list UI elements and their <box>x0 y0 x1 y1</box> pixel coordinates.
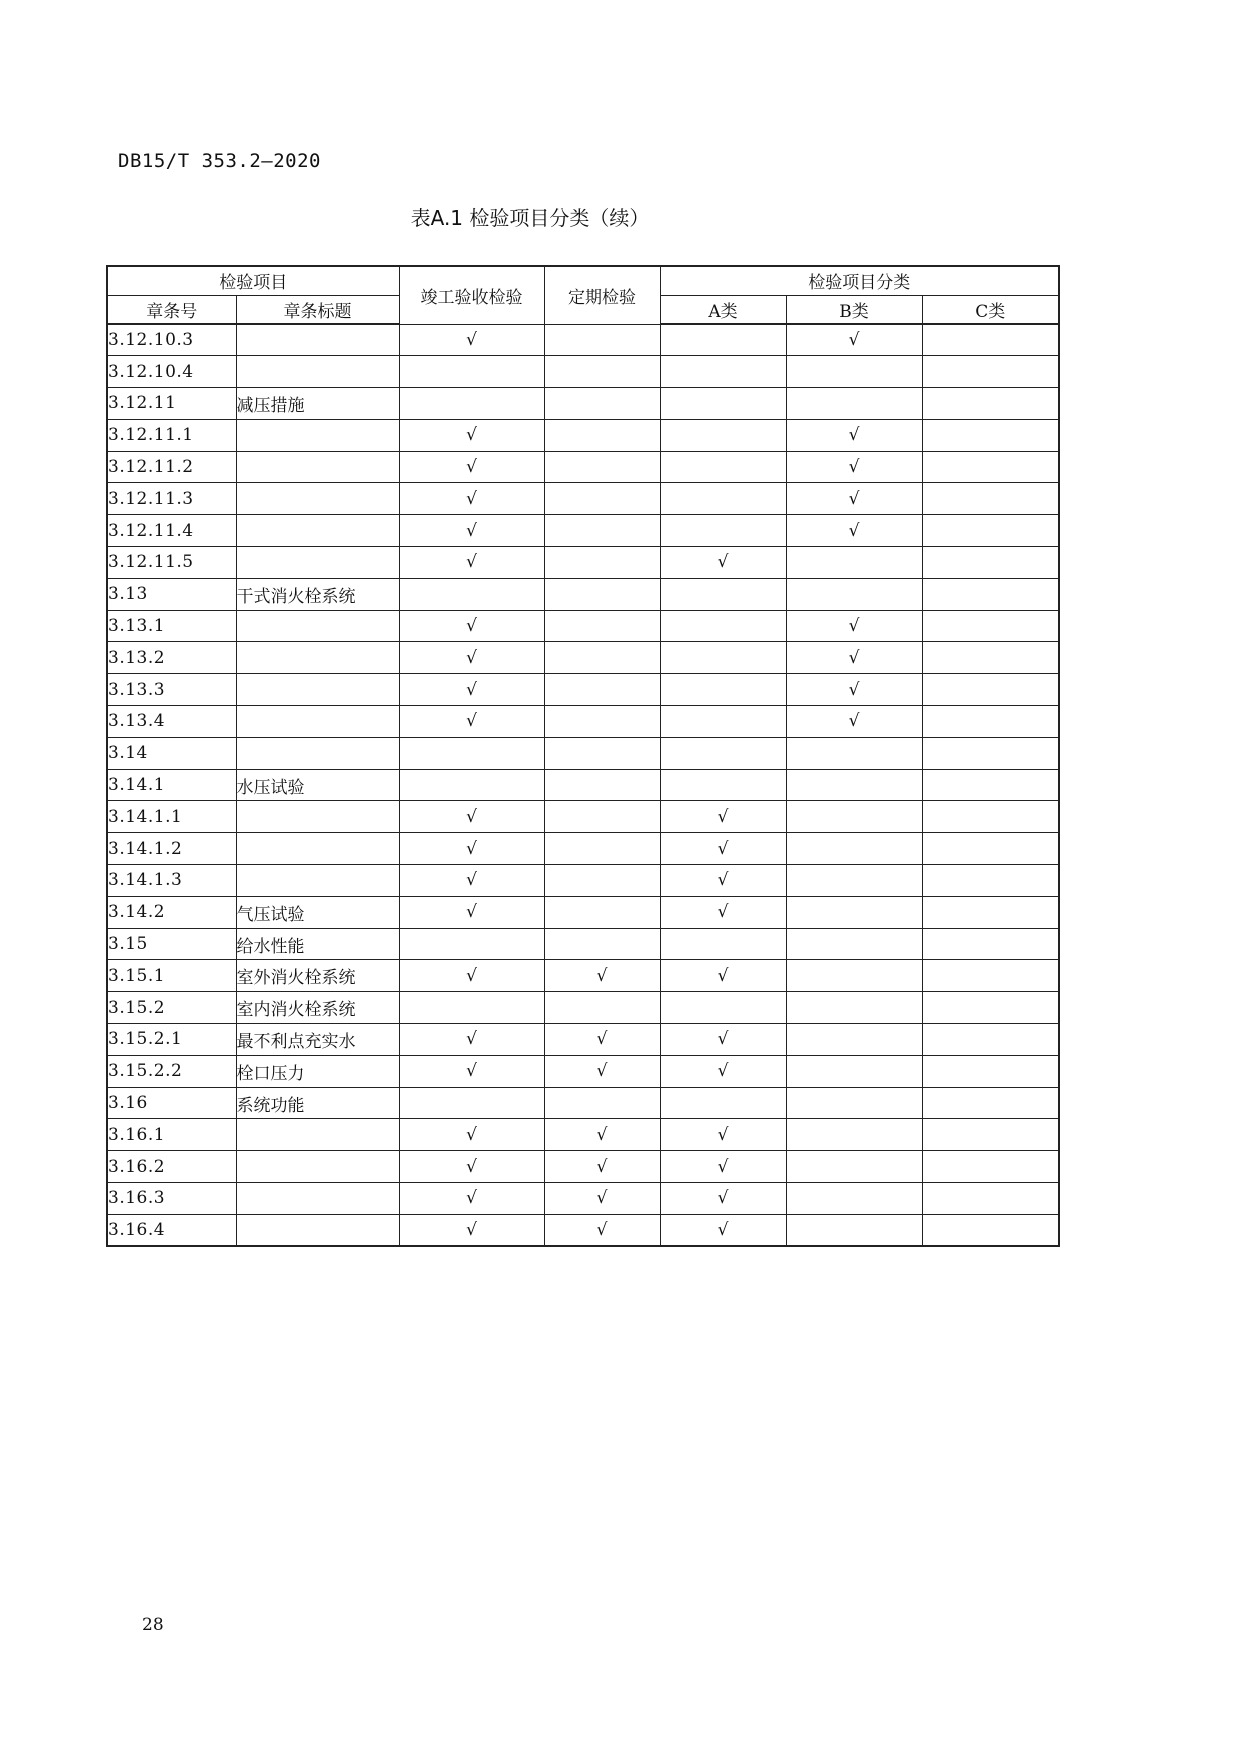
class-a-cell <box>660 324 786 356</box>
periodic-check-cell <box>544 642 660 674</box>
periodic-check-cell <box>544 578 660 610</box>
completion-check-cell: √ <box>399 610 544 642</box>
class-b-cell: √ <box>786 642 922 674</box>
clause-number-cell: 3.12.11 <box>107 388 236 420</box>
periodic-check-cell: √ <box>544 1183 660 1215</box>
completion-check-cell: √ <box>399 642 544 674</box>
periodic-check-cell <box>544 419 660 451</box>
clause-title-cell: 室外消火栓系统 <box>236 960 399 992</box>
class-b-cell <box>786 833 922 865</box>
class-a-cell: √ <box>660 1024 786 1056</box>
class-b-cell <box>786 1024 922 1056</box>
periodic-check-cell <box>544 674 660 706</box>
table-row <box>107 1055 1059 1087</box>
clause-title-cell <box>236 642 399 674</box>
completion-check-cell: √ <box>399 1024 544 1056</box>
header-class-b: B类 <box>786 295 922 324</box>
periodic-check-cell <box>544 801 660 833</box>
class-b-cell <box>786 1214 922 1246</box>
clause-number-cell: 3.14.1 <box>107 769 236 801</box>
completion-check-cell: √ <box>399 515 544 547</box>
class-a-cell: √ <box>660 1119 786 1151</box>
clause-number-cell: 3.14.1.1 <box>107 801 236 833</box>
header-clause-no: 章条号 <box>107 295 236 324</box>
class-a-cell: √ <box>660 896 786 928</box>
clause-title-cell: 最不利点充实水 <box>236 1024 399 1056</box>
clause-title-cell: 室内消火栓系统 <box>236 992 399 1024</box>
class-c-cell <box>922 896 1059 928</box>
table-row <box>107 769 1059 801</box>
clause-title-cell <box>236 324 399 356</box>
clause-number-cell: 3.12.11.5 <box>107 547 236 579</box>
header-class-c: C类 <box>922 295 1059 324</box>
table-row <box>107 356 1059 388</box>
clause-number-cell: 3.13.3 <box>107 674 236 706</box>
periodic-check-cell <box>544 896 660 928</box>
class-b-cell <box>786 1151 922 1183</box>
clause-title-cell <box>236 451 399 483</box>
class-c-cell <box>922 419 1059 451</box>
class-b-cell <box>786 1087 922 1119</box>
clause-number-cell: 3.13.2 <box>107 642 236 674</box>
table-row <box>107 737 1059 769</box>
clause-number-cell: 3.13.4 <box>107 706 236 738</box>
class-a-cell: √ <box>660 801 786 833</box>
class-c-cell <box>922 1087 1059 1119</box>
class-c-cell <box>922 578 1059 610</box>
class-a-cell: √ <box>660 1183 786 1215</box>
class-c-cell <box>922 610 1059 642</box>
clause-title-cell <box>236 419 399 451</box>
completion-check-cell <box>399 992 544 1024</box>
class-c-cell <box>922 356 1059 388</box>
table-row <box>107 706 1059 738</box>
class-c-cell <box>922 1183 1059 1215</box>
class-a-cell: √ <box>660 547 786 579</box>
clause-title-cell: 栓口压力 <box>236 1055 399 1087</box>
class-a-cell <box>660 419 786 451</box>
class-b-cell: √ <box>786 610 922 642</box>
completion-check-cell: √ <box>399 960 544 992</box>
class-b-cell <box>786 896 922 928</box>
class-b-cell: √ <box>786 483 922 515</box>
periodic-check-cell <box>544 547 660 579</box>
header-row-1 <box>107 266 1059 295</box>
class-b-cell <box>786 1055 922 1087</box>
table-row <box>107 642 1059 674</box>
table-row <box>107 833 1059 865</box>
clause-number-cell: 3.16.2 <box>107 1151 236 1183</box>
table-row <box>107 419 1059 451</box>
clause-title-cell <box>236 737 399 769</box>
completion-check-cell <box>399 578 544 610</box>
completion-check-cell: √ <box>399 865 544 897</box>
class-c-cell <box>922 674 1059 706</box>
completion-check-cell <box>399 737 544 769</box>
completion-check-cell: √ <box>399 1214 544 1246</box>
periodic-check-cell <box>544 515 660 547</box>
class-c-cell <box>922 451 1059 483</box>
periodic-check-cell <box>544 356 660 388</box>
class-a-cell <box>660 992 786 1024</box>
table-body <box>107 324 1059 1246</box>
class-a-cell: √ <box>660 960 786 992</box>
table-row <box>107 801 1059 833</box>
table-row <box>107 483 1059 515</box>
clause-number-cell: 3.15.2 <box>107 992 236 1024</box>
class-c-cell <box>922 1055 1059 1087</box>
clause-title-cell: 减压措施 <box>236 388 399 420</box>
header-classification: 检验项目分类 <box>660 266 1059 295</box>
periodic-check-cell <box>544 992 660 1024</box>
completion-check-cell: √ <box>399 1119 544 1151</box>
class-c-cell <box>922 801 1059 833</box>
completion-check-cell: √ <box>399 451 544 483</box>
clause-number-cell: 3.12.10.3 <box>107 324 236 356</box>
clause-title-cell <box>236 1151 399 1183</box>
document-code: DB15/T 353.2—2020 <box>118 150 321 172</box>
class-b-cell <box>786 388 922 420</box>
table-row <box>107 515 1059 547</box>
clause-number-cell: 3.14.1.3 <box>107 865 236 897</box>
table-row <box>107 896 1059 928</box>
completion-check-cell: √ <box>399 801 544 833</box>
completion-check-cell: √ <box>399 896 544 928</box>
clause-number-cell: 3.12.10.4 <box>107 356 236 388</box>
clause-number-cell: 3.14.2 <box>107 896 236 928</box>
header-class-a: A类 <box>660 295 786 324</box>
periodic-check-cell <box>544 865 660 897</box>
completion-check-cell <box>399 356 544 388</box>
class-a-cell: √ <box>660 1055 786 1087</box>
clause-number-cell: 3.14.1.2 <box>107 833 236 865</box>
class-b-cell <box>786 737 922 769</box>
clause-title-cell <box>236 833 399 865</box>
class-c-cell <box>922 547 1059 579</box>
clause-title-cell <box>236 801 399 833</box>
table-row <box>107 1024 1059 1056</box>
periodic-check-cell: √ <box>544 1151 660 1183</box>
class-b-cell <box>786 928 922 960</box>
clause-number-cell: 3.15.2.1 <box>107 1024 236 1056</box>
class-b-cell <box>786 992 922 1024</box>
header-clause-title: 章条标题 <box>236 295 399 324</box>
periodic-check-cell <box>544 928 660 960</box>
clause-number-cell: 3.16.4 <box>107 1214 236 1246</box>
table-row <box>107 610 1059 642</box>
periodic-check-cell <box>544 451 660 483</box>
header-inspection-item: 检验项目 <box>107 266 399 295</box>
periodic-check-cell <box>544 1087 660 1119</box>
class-b-cell <box>786 960 922 992</box>
table-row <box>107 388 1059 420</box>
class-b-cell <box>786 1119 922 1151</box>
periodic-check-cell: √ <box>544 1055 660 1087</box>
table-row <box>107 960 1059 992</box>
clause-title-cell: 系统功能 <box>236 1087 399 1119</box>
clause-title-cell <box>236 865 399 897</box>
completion-check-cell: √ <box>399 324 544 356</box>
completion-check-cell: √ <box>399 419 544 451</box>
class-c-cell <box>922 706 1059 738</box>
header-periodic-inspection: 定期检验 <box>544 266 660 324</box>
clause-title-cell <box>236 515 399 547</box>
class-b-cell <box>786 801 922 833</box>
class-b-cell: √ <box>786 515 922 547</box>
clause-title-cell <box>236 547 399 579</box>
clause-number-cell: 3.15 <box>107 928 236 960</box>
clause-title-cell <box>236 1214 399 1246</box>
periodic-check-cell <box>544 483 660 515</box>
completion-check-cell <box>399 388 544 420</box>
completion-check-cell <box>399 769 544 801</box>
clause-number-cell: 3.15.2.2 <box>107 1055 236 1087</box>
clause-title-cell <box>236 1119 399 1151</box>
completion-check-cell: √ <box>399 833 544 865</box>
completion-check-cell: √ <box>399 674 544 706</box>
class-a-cell <box>660 642 786 674</box>
class-a-cell: √ <box>660 1151 786 1183</box>
class-c-cell <box>922 388 1059 420</box>
table-row <box>107 928 1059 960</box>
class-c-cell <box>922 642 1059 674</box>
clause-title-cell <box>236 356 399 388</box>
class-a-cell <box>660 769 786 801</box>
class-c-cell <box>922 515 1059 547</box>
clause-title-cell: 干式消火栓系统 <box>236 578 399 610</box>
class-b-cell <box>786 865 922 897</box>
completion-check-cell: √ <box>399 1183 544 1215</box>
clause-number-cell: 3.12.11.4 <box>107 515 236 547</box>
class-c-cell <box>922 1151 1059 1183</box>
class-a-cell <box>660 674 786 706</box>
clause-number-cell: 3.12.11.3 <box>107 483 236 515</box>
clause-number-cell: 3.15.1 <box>107 960 236 992</box>
table-title: 表A.1 检验项目分类（续） <box>410 206 650 230</box>
clause-number-cell: 3.16.1 <box>107 1119 236 1151</box>
class-c-cell <box>922 865 1059 897</box>
class-a-cell <box>660 706 786 738</box>
table-row <box>107 1119 1059 1151</box>
class-c-cell <box>922 324 1059 356</box>
periodic-check-cell <box>544 610 660 642</box>
periodic-check-cell <box>544 388 660 420</box>
table-row <box>107 1214 1059 1246</box>
completion-check-cell: √ <box>399 1055 544 1087</box>
periodic-check-cell: √ <box>544 1024 660 1056</box>
class-a-cell <box>660 515 786 547</box>
periodic-check-cell <box>544 833 660 865</box>
class-c-cell <box>922 483 1059 515</box>
clause-number-cell: 3.14 <box>107 737 236 769</box>
clause-title-cell <box>236 483 399 515</box>
clause-number-cell: 3.16 <box>107 1087 236 1119</box>
class-a-cell <box>660 483 786 515</box>
clause-number-cell: 3.12.11.2 <box>107 451 236 483</box>
table-row <box>107 324 1059 356</box>
class-a-cell <box>660 388 786 420</box>
table-row <box>107 674 1059 706</box>
periodic-check-cell <box>544 769 660 801</box>
class-a-cell <box>660 737 786 769</box>
class-c-cell <box>922 1119 1059 1151</box>
completion-check-cell: √ <box>399 547 544 579</box>
clause-title-cell <box>236 706 399 738</box>
class-a-cell <box>660 451 786 483</box>
class-c-cell <box>922 992 1059 1024</box>
periodic-check-cell: √ <box>544 960 660 992</box>
clause-title-cell: 水压试验 <box>236 769 399 801</box>
clause-title-cell <box>236 610 399 642</box>
class-b-cell <box>786 769 922 801</box>
class-c-cell <box>922 1024 1059 1056</box>
header-completion-inspection: 竣工验收检验 <box>399 266 544 324</box>
class-c-cell <box>922 833 1059 865</box>
class-a-cell: √ <box>660 865 786 897</box>
clause-number-cell: 3.16.3 <box>107 1183 236 1215</box>
completion-check-cell: √ <box>399 483 544 515</box>
clause-title-cell <box>236 1183 399 1215</box>
class-c-cell <box>922 1214 1059 1246</box>
table-row <box>107 451 1059 483</box>
table-row <box>107 547 1059 579</box>
table-row <box>107 578 1059 610</box>
completion-check-cell: √ <box>399 706 544 738</box>
page-number: 28 <box>142 1615 164 1635</box>
periodic-check-cell: √ <box>544 1214 660 1246</box>
class-c-cell <box>922 737 1059 769</box>
completion-check-cell: √ <box>399 1151 544 1183</box>
table-row <box>107 1087 1059 1119</box>
table-row <box>107 1183 1059 1215</box>
clause-title-cell: 给水性能 <box>236 928 399 960</box>
clause-number-cell: 3.13.1 <box>107 610 236 642</box>
class-a-cell: √ <box>660 1214 786 1246</box>
class-c-cell <box>922 960 1059 992</box>
clause-number-cell: 3.13 <box>107 578 236 610</box>
class-b-cell <box>786 578 922 610</box>
class-c-cell <box>922 928 1059 960</box>
periodic-check-cell: √ <box>544 1119 660 1151</box>
class-b-cell <box>786 1183 922 1215</box>
class-b-cell: √ <box>786 451 922 483</box>
clause-title-cell: 气压试验 <box>236 896 399 928</box>
periodic-check-cell <box>544 324 660 356</box>
class-b-cell: √ <box>786 706 922 738</box>
class-a-cell: √ <box>660 833 786 865</box>
table-row <box>107 1151 1059 1183</box>
class-a-cell <box>660 610 786 642</box>
class-a-cell <box>660 1087 786 1119</box>
class-a-cell <box>660 928 786 960</box>
completion-check-cell <box>399 1087 544 1119</box>
class-b-cell <box>786 356 922 388</box>
class-b-cell: √ <box>786 674 922 706</box>
class-a-cell <box>660 578 786 610</box>
clause-title-cell <box>236 674 399 706</box>
class-b-cell <box>786 547 922 579</box>
clause-number-cell: 3.12.11.1 <box>107 419 236 451</box>
periodic-check-cell <box>544 706 660 738</box>
table-row <box>107 865 1059 897</box>
inspection-classification-table <box>106 265 1060 1247</box>
table-row <box>107 992 1059 1024</box>
class-c-cell <box>922 769 1059 801</box>
class-b-cell: √ <box>786 419 922 451</box>
class-b-cell: √ <box>786 324 922 356</box>
periodic-check-cell <box>544 737 660 769</box>
completion-check-cell <box>399 928 544 960</box>
class-a-cell <box>660 356 786 388</box>
